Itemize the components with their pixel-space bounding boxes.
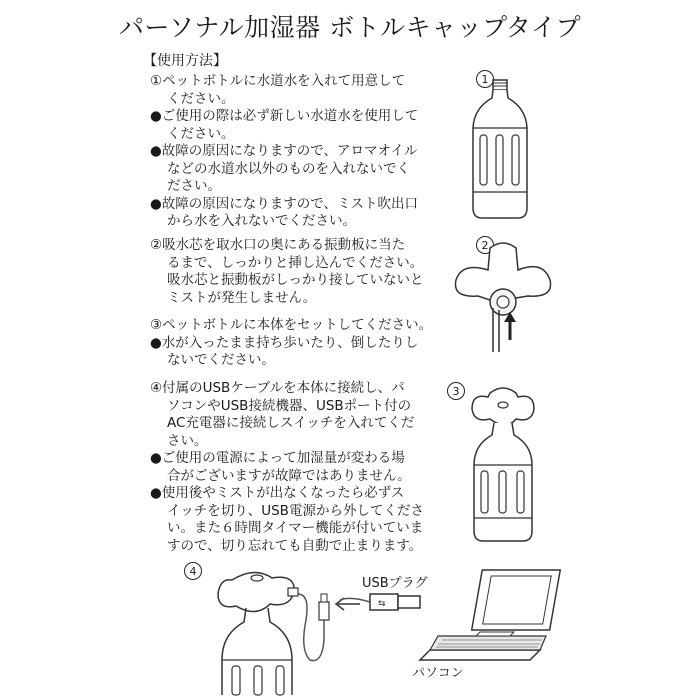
step-4-note-1-line-2: 合がございますが故障ではありません。 [167, 467, 411, 484]
step-3-note-1-line-1: ●水が入ったまま持ち歩いたり、倒したりし [150, 334, 419, 351]
step-3 [150, 317, 440, 370]
figure-1-number: 1 [476, 70, 494, 88]
step-4 [150, 380, 440, 555]
page-title: パーソナル加湿器 ボトルキャップタイプ [118, 13, 582, 42]
step-4-line-1: ④付属のUSBケーブルを本体に接続し、パ [150, 380, 405, 396]
step-3-line-1: ③ペットボトルに本体をセットしてください。 [150, 317, 433, 333]
figure-2-number: 2 [476, 236, 494, 254]
device-on-bottle-illustration [468, 383, 538, 543]
step-1-note-3-line-1: ●故障の原因になりますので、ミスト吹出口 [150, 195, 419, 212]
step-4-line-2: ソコンやUSB接続機器、USBポート付の [167, 397, 412, 414]
figure-4-number: 4 [184, 562, 202, 580]
step-2-line-2: るまで、しっかりと挿し込んでください。 [167, 254, 424, 271]
wick-insertion-illustration [448, 240, 558, 355]
figure-3-number: 3 [447, 382, 465, 400]
step-4-note-2-line-1: ●使用後やミストが出なくなったら必ずス [150, 485, 405, 501]
step-2-line-1: ②吸水芯を取水口の奥にある振動板に当た [150, 237, 406, 253]
svg-text:⇆: ⇆ [378, 599, 386, 609]
step-1-line-1: ①ペットボトルに水道水を入れて用意して [150, 73, 406, 89]
step-2 [150, 237, 440, 307]
step-1-note-1-line-2: ください。 [167, 125, 235, 142]
step-1-note-3-line-2: から水を入れないでください。 [167, 213, 356, 229]
step-1-line-2: ください。 [167, 90, 235, 107]
step-1-note-1-line-1: ●ご使用の際は必ず新しい水道水を使用して [150, 108, 419, 124]
step-4-note-1-line-1: ●ご使用の電源によって加湿量が変わる場 [150, 450, 405, 466]
step-2-line-3: 吸水芯と振動板がしっかり接していないと [167, 272, 424, 288]
section-heading: 【使用方法】 [143, 53, 227, 69]
step-3-note-1-line-2: ないでください。 [167, 352, 275, 368]
step-4-line-4: さい。 [167, 432, 208, 449]
pc-label: パソコン [412, 666, 464, 681]
step-4-note-2-line-2: イッチを切り、USB電源から外してくださ [167, 502, 424, 519]
step-4-note-2-line-3: い。また６時間タイマー機能が付いていま [167, 520, 424, 536]
step-4-line-3: AC充電器に接続しスイッチを入れてくだ [167, 415, 415, 431]
bottle-illustration [470, 80, 530, 220]
step-1-note-2-line-3: ださい。 [167, 178, 221, 194]
usb-plug-label: USBプラグ [362, 576, 428, 591]
step-2-line-4: ミストが発生しません。 [167, 289, 317, 306]
step-1-note-2-line-1: ●故障の原因になりますので、アロマオイル [150, 143, 418, 159]
step-1 [150, 73, 440, 231]
step-4-note-2-line-4: すので、切り忘れても自動で止まります。 [167, 537, 423, 554]
step-1-note-2-line-2: などの水道水以外のものを入れないでく [167, 160, 410, 177]
